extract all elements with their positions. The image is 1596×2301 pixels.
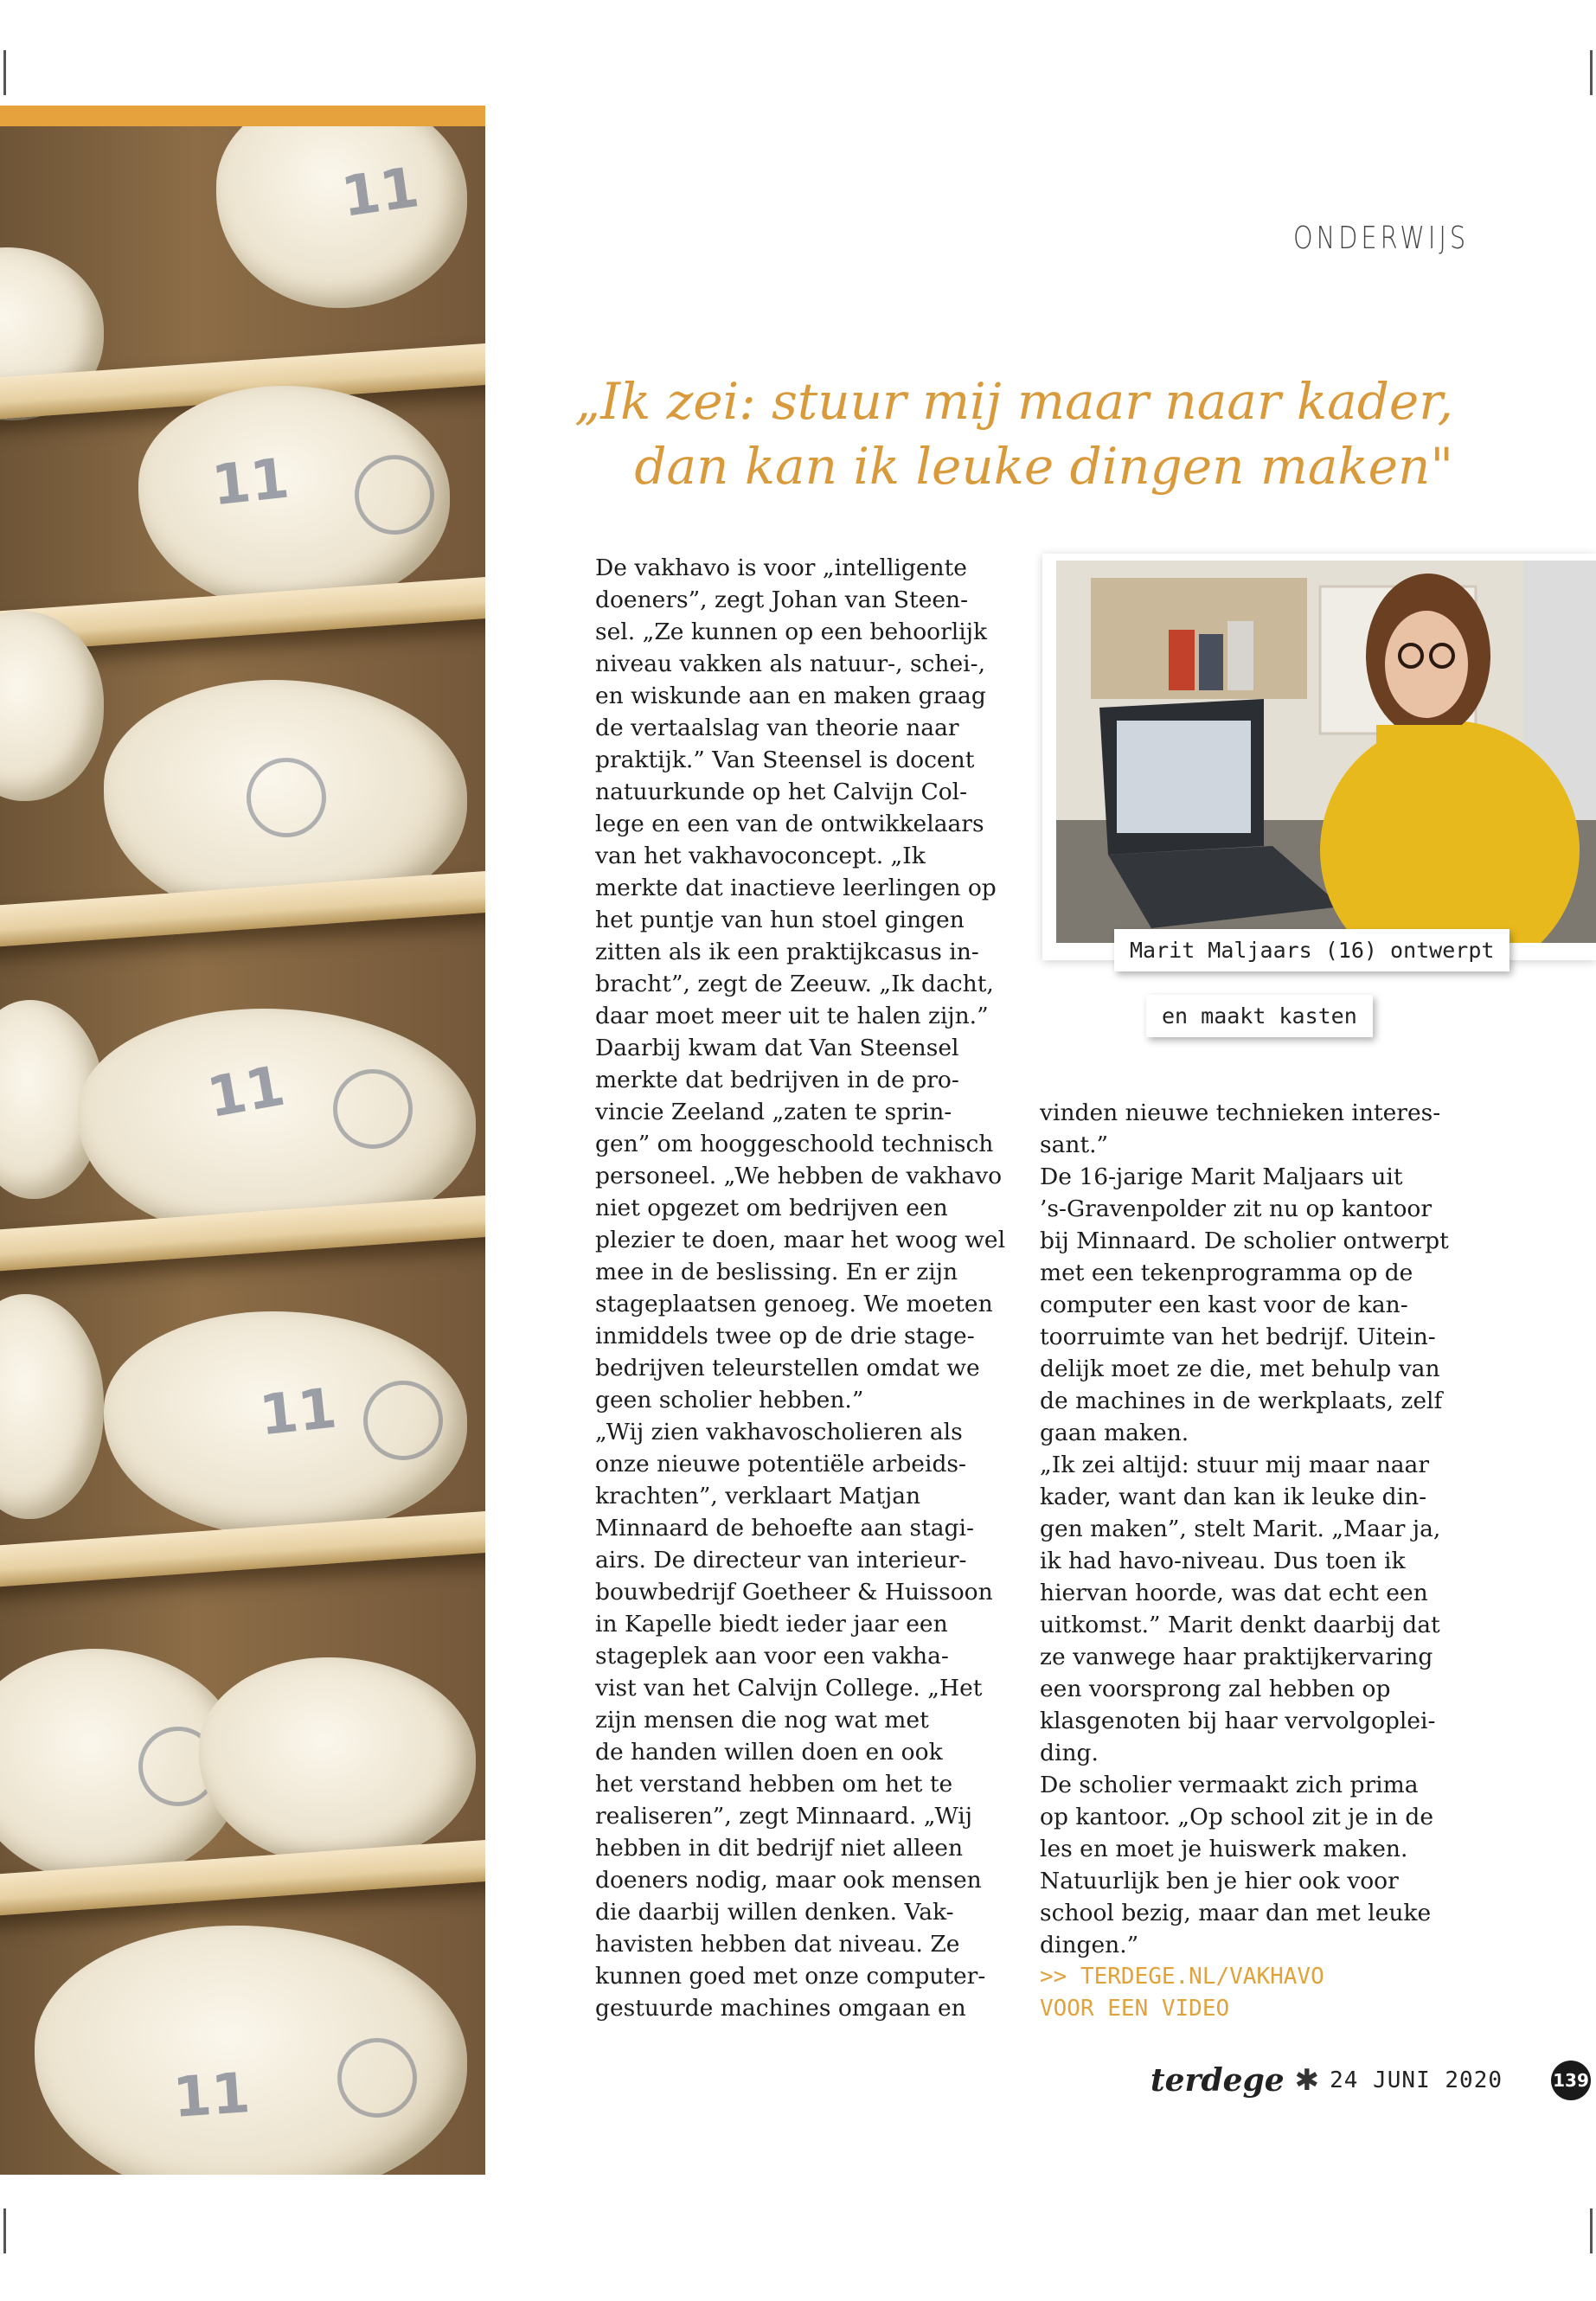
video-link[interactable]: >> TERDEGE.NL/VAKHAVO: [1040, 1964, 1324, 1990]
pull-quote-line-1: „Ik zei: stuur mij maar naar kader,: [574, 372, 1453, 431]
text-line: die daarbij willen denken. Vak-: [595, 1899, 954, 1926]
text-line: delijk moet ze die, met behulp van: [1040, 1356, 1440, 1382]
text-line: met een tekenprogramma op de: [1040, 1259, 1413, 1286]
text-line: ze vanwege haar praktijkervaring: [1040, 1644, 1433, 1670]
text-line: geen scholier hebben.”: [595, 1387, 864, 1413]
text-line: plezier te doen, maar het woog wel: [595, 1227, 1006, 1253]
text-line: uitkomst.” Marit denkt daarbij dat: [1040, 1612, 1440, 1638]
text-line: lege en een van de ontwikkelaars: [595, 811, 984, 837]
text-line: „Ik zei altijd: stuur mij maar naar: [1040, 1452, 1430, 1478]
text-line: bij Minnaard. De scholier ontwerpt: [1040, 1227, 1449, 1254]
text-line: niet opgezet om bedrijven een: [595, 1195, 948, 1221]
student-photo: [1056, 561, 1596, 943]
text-line: computer een kast voor de kan-: [1040, 1292, 1408, 1318]
pull-quote-line-2: dan kan ik leuke dingen maken": [634, 437, 1453, 496]
text-line: mee in de beslissing. En er zijn: [595, 1259, 958, 1285]
text-line: De 16-jarige Marit Maljaars uit: [1040, 1163, 1403, 1190]
text-line: De scholier vermaakt zich prima: [1040, 1772, 1419, 1798]
text-line: een voorsprong zal hebben op: [1040, 1676, 1391, 1702]
text-line: krachten”, verklaart Matjan: [595, 1483, 921, 1509]
text-line: de handen willen doen en ook: [595, 1739, 943, 1766]
crop-mark: [3, 50, 6, 95]
text-line: bedrijven teleurstellen omdat we: [595, 1355, 980, 1381]
text-line: en wiskunde aan en maken graag: [595, 683, 986, 709]
text-line: ’s-Gravenpolder zit nu op kantoor: [1040, 1195, 1433, 1222]
text-line: sant.”: [1040, 1131, 1109, 1158]
text-line: de machines in de werkplaats, zelf: [1040, 1388, 1443, 1414]
cheese-label: 11: [337, 156, 423, 230]
article-column-2: [1040, 1097, 1449, 2025]
crop-mark: [3, 2208, 6, 2253]
text-line: zijn mensen die nog wat met: [595, 1707, 929, 1734]
cheese-label: 11: [170, 2061, 253, 2131]
crop-mark: [1590, 50, 1593, 95]
text-line: het puntje van hun stoel gingen: [595, 907, 965, 933]
cheese-label: 11: [202, 1054, 290, 1131]
text-line: hebben in dit bedrijf niet alleen: [595, 1835, 964, 1862]
text-line: ik had havo-niveau. Dus toen ik: [1040, 1548, 1406, 1574]
video-link-label[interactable]: VOOR EEN VIDEO: [1040, 1996, 1230, 2022]
text-line: dingen.”: [1040, 1932, 1139, 1958]
text-line: vincie Zeeland „zaten te sprin-: [595, 1099, 952, 1125]
text-line: hiervan hoorde, was dat echt een: [1040, 1580, 1428, 1606]
magazine-brand: terdege: [1151, 2062, 1285, 2099]
text-line: kunnen goed met onze computer-: [595, 1963, 986, 1990]
text-line: in Kapelle biedt ieder jaar een: [595, 1611, 948, 1638]
section-label: ONDERWIJS: [1293, 221, 1470, 256]
text-line: gen maken”, stelt Marit. „Maar ja,: [1040, 1516, 1441, 1542]
text-line: gestuurde machines omgaan en: [595, 1995, 966, 2022]
crop-mark: [1590, 2208, 1593, 2253]
photo-frame: [1042, 554, 1596, 960]
cheese-wheels-photo: [0, 126, 485, 2175]
text-line: vist van het Calvijn College. „Het: [595, 1675, 983, 1702]
text-line: bouwbedrijf Goetheer & Huissoon: [595, 1579, 993, 1606]
text-line: doeners nodig, maar ook mensen: [595, 1867, 982, 1894]
article-column-1: [595, 552, 1005, 2024]
text-line: klasgenoten bij haar vervolgoplei-: [1040, 1708, 1436, 1734]
text-line: natuurkunde op het Calvijn Col-: [595, 779, 968, 805]
text-line: het verstand hebben om het te: [595, 1771, 953, 1798]
text-line: les en moet je huiswerk maken.: [1040, 1836, 1408, 1862]
text-line: de vertaalslag van theorie naar: [595, 715, 959, 741]
text-line: kader, want dan kan ik leuke din-: [1040, 1484, 1427, 1510]
text-line: realiseren”, zegt Minnaard. „Wij: [595, 1803, 972, 1830]
text-line: onze nieuwe potentiële arbeids-: [595, 1451, 966, 1477]
cheese-label: 11: [256, 1376, 340, 1449]
text-line: gen” om hooggeschoold technisch: [595, 1131, 994, 1157]
text-line: merkte dat inactieve leerlingen op: [595, 875, 997, 901]
text-line: Minnaard de behoefte aan stagi-: [595, 1515, 974, 1541]
page-number: 139: [1551, 2061, 1591, 2100]
text-line: bracht”, zegt de Zeeuw. „Ik dacht,: [595, 971, 994, 997]
text-line: havisten hebben dat niveau. Ze: [595, 1931, 960, 1958]
text-line: inmiddels twee op de drie stage-: [595, 1323, 975, 1349]
text-line: sel. „Ze kunnen op een behoorlijk: [595, 619, 987, 645]
text-line: stageplek aan voor een vakha-: [595, 1643, 949, 1670]
text-line: niveau vakken als natuur-, schei-,: [595, 651, 986, 677]
text-line: daar moet meer uit te halen zijn.”: [595, 1003, 989, 1029]
text-line: doeners”, zegt Johan van Steen-: [595, 586, 969, 613]
accent-bar: [0, 106, 485, 126]
text-line: ding.: [1040, 1740, 1099, 1766]
text-line: gaan maken.: [1040, 1420, 1189, 1446]
issue-date: 24 JUNI 2020: [1330, 2067, 1503, 2093]
text-line: toorruimte van het bedrijf. Uitein-: [1040, 1324, 1436, 1350]
text-line: vinden nieuwe technieken interes-: [1040, 1099, 1441, 1126]
cheese-label: 11: [208, 446, 292, 519]
photo-caption-line-1: Marit Maljaars (16) ontwerpt: [1114, 929, 1509, 971]
text-line: op kantoor. „Op school zit je in de: [1040, 1804, 1434, 1830]
text-line: praktijk.” Van Steensel is docent: [595, 747, 975, 773]
text-line: school bezig, maar dan met leuke: [1040, 1900, 1432, 1926]
photo-caption-line-2: en maakt kasten: [1146, 995, 1373, 1037]
text-line: airs. De directeur van interieur-: [595, 1547, 967, 1574]
text-line: „Wij zien vakhavoscholieren als: [595, 1419, 963, 1445]
text-line: Natuurlijk ben je hier ook voor: [1040, 1868, 1399, 1894]
text-line: Daarbij kwam dat Van Steensel: [595, 1035, 959, 1061]
text-line: zitten als ik een praktijkcasus in-: [595, 939, 979, 965]
student-at-computer-illustration: [1056, 561, 1596, 943]
text-line: merkte dat bedrijven in de pro-: [595, 1067, 959, 1093]
text-line: De vakhavo is voor „intelligente: [595, 554, 967, 581]
separator-star-icon: ✱: [1294, 2063, 1320, 2098]
text-line: personeel. „We hebben de vakhavo: [595, 1163, 1003, 1189]
text-line: stageplaatsen genoeg. We moeten: [595, 1291, 993, 1317]
text-line: van het vakhavoconcept. „Ik: [595, 843, 926, 869]
page-footer: [1151, 2059, 1591, 2102]
